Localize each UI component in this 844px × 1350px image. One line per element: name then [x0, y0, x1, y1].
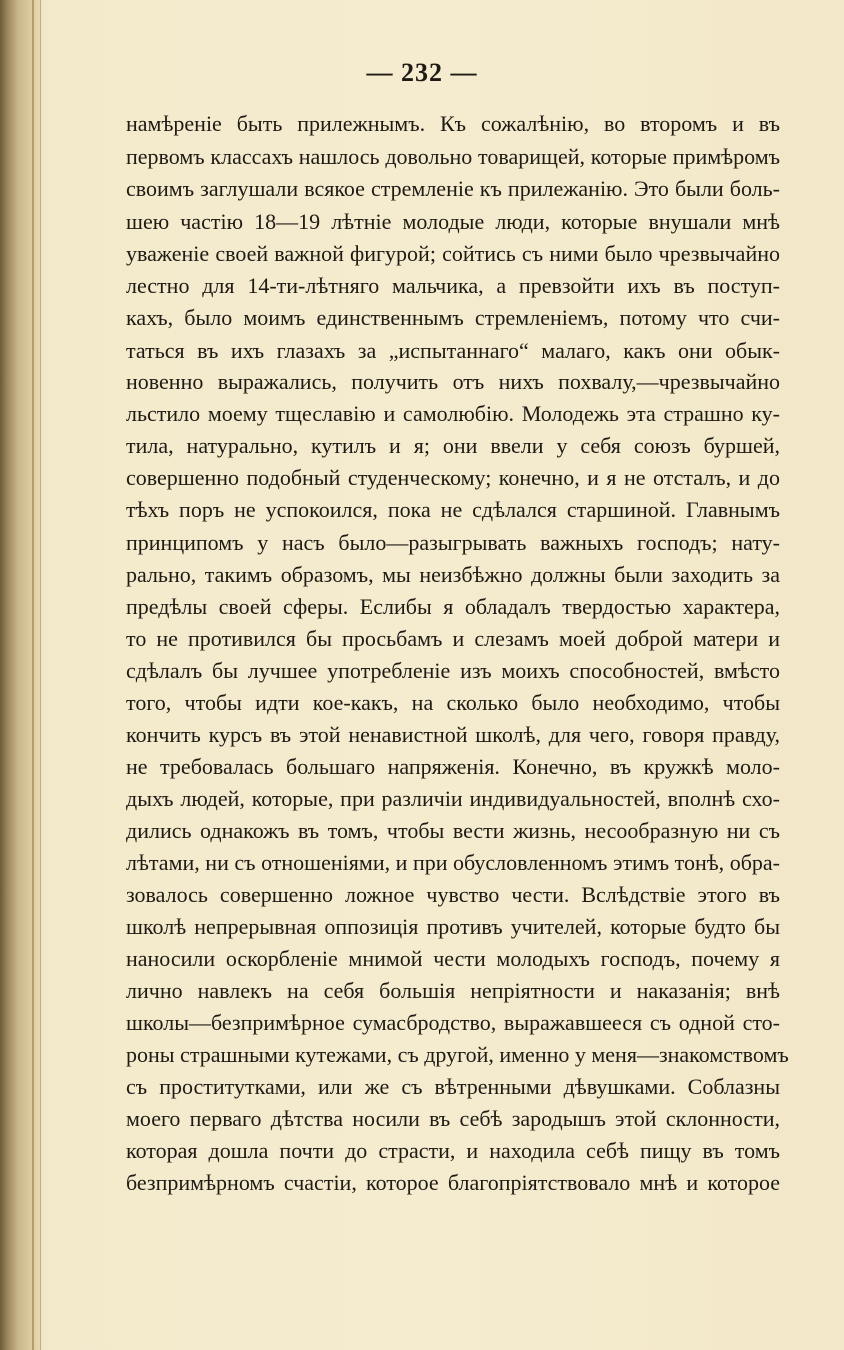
- text-line: роны страшными кутежами, съ другой, именно у меня—знакомствомъ: [126, 1042, 789, 1067]
- text-line: безпримѣрномъ счастіи, которое благопріятствовало мнѣ и которое: [126, 1170, 780, 1195]
- text-line: тила, натурально, кутилъ и я; они ввели у себя союзъ буршей,: [126, 433, 780, 458]
- text-line: уваженіе своей важной фигурой; сойтись съ ними было чрезвычайно: [126, 241, 780, 266]
- text-line: новенно выражались, получить отъ нихъ похвалу,—чрезвычайно: [126, 369, 780, 394]
- text-line: лѣтами, ни съ отношеніями, и при обусловленномъ этимъ тонѣ, обра-: [126, 850, 780, 875]
- text-line: съ проститутками, или же съ вѣтренными дѣвушками. Соблазны: [126, 1074, 780, 1099]
- text-line: совершенно подобный студенческому; конечно, и я не отсталъ, и до: [126, 465, 780, 490]
- text-line: принципомъ у насъ было—разыгрывать важныхъ господъ; нату-: [126, 530, 780, 555]
- text-line: предѣлы своей сферы. Еслибы я обладалъ твердостью характера,: [126, 594, 780, 619]
- text-line: лично навлекъ на себя большія непріятности и наказанія; внѣ: [126, 978, 780, 1003]
- text-line: зовалось совершенно ложное чувство чести. Вслѣдствіе этого въ: [126, 882, 780, 907]
- text-line: кахъ, было моимъ единственнымъ стремленіемъ, потому что счи-: [126, 305, 780, 330]
- text-line: школы—безпримѣрное сумасбродство, выражавшееся съ одной сто-: [126, 1010, 780, 1035]
- text-line: рально, такимъ образомъ, мы неизбѣжно должны были заходить за: [126, 562, 780, 587]
- text-line: дыхъ людей, которые, при различіи индивидуальностей, вполнѣ схо-: [126, 786, 780, 811]
- text-line: тѣхъ поръ не успокоился, пока не сдѣлался старшиной. Главнымъ: [126, 497, 780, 522]
- text-line: своимъ заглушали всякое стремленіе къ прилежанію. Это были боль-: [126, 176, 780, 201]
- text-line: намѣреніе быть прилежнымъ. Къ сожалѣнію, во второмъ и въ: [126, 111, 780, 136]
- text-line: школѣ непрерывная оппозиція противъ учителей, которые будто бы: [126, 914, 780, 939]
- text-line: первомъ классахъ нашлось довольно товарищей, которые примѣромъ: [126, 144, 780, 169]
- text-line: лестно для 14-ти-лѣтняго мальчика, а превзойти ихъ въ поступ-: [126, 273, 780, 298]
- text-line: дились однакожъ въ томъ, чтобы вести жизнь, несообразную ни съ: [126, 818, 780, 843]
- text-line: таться въ ихъ глазахъ за „испытаннаго“ малаго, какъ они обык-: [126, 338, 780, 363]
- text-line: того, чтобы идти кое-какъ, на сколько было необходимо, чтобы: [126, 690, 780, 715]
- text-line: льстило моему тщеславію и самолюбію. Молодежь эта страшно ку-: [126, 401, 780, 426]
- text-line: не требовалась большаго напряженія. Конечно, въ кружкѣ моло-: [126, 754, 780, 779]
- page-number: — 232 —: [366, 58, 478, 87]
- text-line: наносили оскорбленіе мнимой чести молодыхъ господъ, почему я: [126, 946, 780, 971]
- text-line: моего перваго дѣтства носили въ себѣ зародышъ этой склонности,: [126, 1106, 780, 1131]
- text-line: кончить курсъ въ этой ненавистной школѣ, для чего, говоря правду,: [126, 722, 780, 747]
- text-line: сдѣлалъ бы лучшее употребленіе изъ моихъ способностей, вмѣсто: [126, 658, 780, 683]
- text-line: то не противился бы просьбамъ и слезамъ моей доброй матери и: [126, 626, 780, 651]
- text-line: шею частію 18—19 лѣтніе молодые люди, которые внушали мнѣ: [126, 209, 780, 234]
- text-line: которая дошла почти до страсти, и находила себѣ пищу въ томъ: [126, 1138, 780, 1163]
